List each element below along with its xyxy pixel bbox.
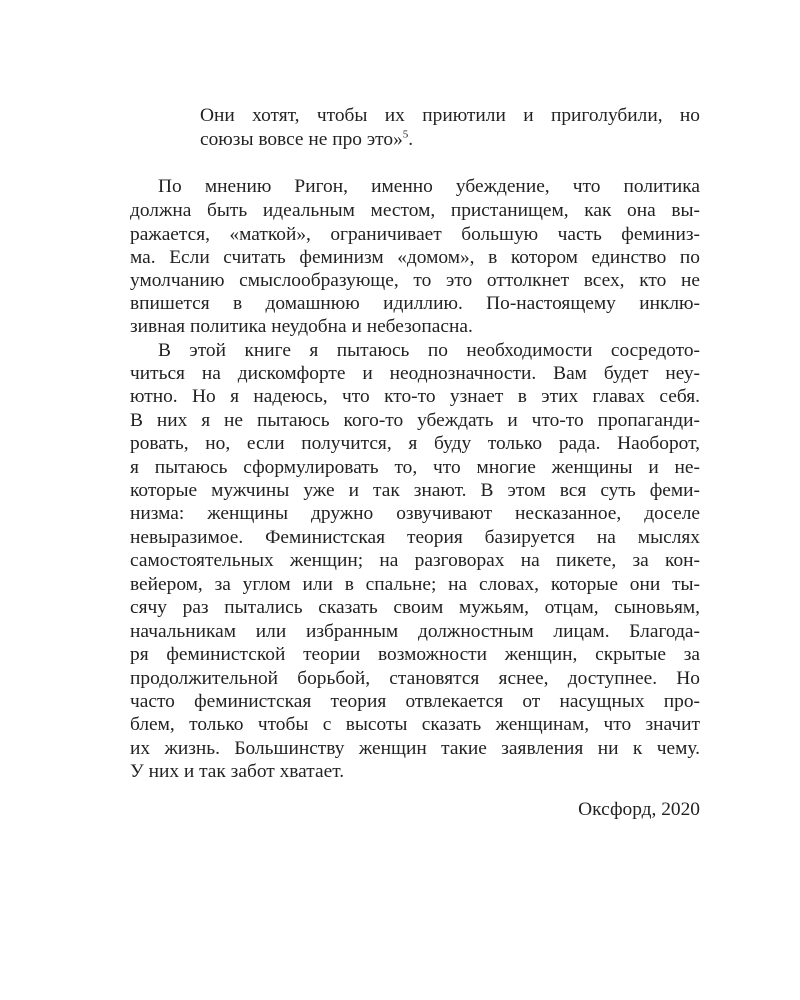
paragraph-line: ма. Если считать феминизм «домом», в котором единство по [130,247,700,268]
paragraph-line: умолчанию смыслообразующе, то это оттолкнет всех, кто не [130,270,700,291]
paragraph-line: По мнению Ригон, именно убеждение, что политика [158,176,700,197]
quote-end-period: . [408,129,414,150]
paragraph-line: самостоятельных женщин; на разговорах на пикете, за кон- [130,550,700,571]
paragraph-line: У них и так забот хватает. [130,761,345,782]
quote-line-last [200,128,413,152]
paragraph-line: блем, только чтобы с высоты сказать женщинам, что значит [130,714,700,735]
paragraph-line: невыразимое. Феминистская теория базируется на мыслях [130,527,700,548]
footnote-ref[interactable]: 5 [402,128,409,141]
quote-line: Они хотят, чтобы их приютили и приголубили, но [200,105,700,126]
paragraph-line: ря феминистской теории возможности женщин, скрытые за [130,644,700,665]
paragraph-line: В этой книге я пытаюсь по необходимости сосредото- [158,340,700,361]
paragraph-line: начальникам или избранным должностным лицам. Благода- [130,621,700,642]
signature-place-date: Оксфорд, 2020 [578,799,700,820]
paragraph-line: ютно. Но я надеюсь, что кто-то узнает в этих главах себя. [130,386,700,407]
paragraph-line: их жизнь. Большинству женщин такие заявления ни к чему. [130,738,700,759]
paragraph-line: читься на дискомфорте и неоднозначности. Вам будет неу- [130,363,700,384]
paragraph-line: должна быть идеальным местом, пристанищем, как она вы- [130,200,700,221]
paragraph-line: которые мужчины уже и так знают. В этом вся суть феми- [130,480,700,501]
paragraph-line: я пытаюсь сформулировать то, что многие женщины и не- [130,457,700,478]
paragraph-line: низма: женщины дружно озвучивают несказанное, доселе [130,503,700,524]
paragraph-line: зивная политика неудобна и небезопасна. [130,316,473,337]
paragraph-line: сячу раз пытались сказать своим мужьям, отцам, сыновьям, [130,597,700,618]
paragraph-line: В них я не пытаюсь кого-то убеждать и что-то пропаганди- [130,410,700,431]
paragraph-line: часто феминистская теория отвлекается от насущных про- [130,691,700,712]
paragraph-line: ровать, но, если получится, я буду только рада. Наоборот, [130,433,700,454]
paragraph-line: продолжительной борьбой, становятся яснее, доступнее. Но [130,668,700,689]
paragraph-line: ражается, «маткой», ограничивает большую часть феминиз- [130,224,700,245]
paragraph-line: впишется в домашнюю идиллию. По-настоящему инклю- [130,293,700,314]
quote-line-text: союзы вовсе не про это» [200,129,403,150]
paragraph-line: вейером, за углом или в спальне; на словах, которые они ты- [130,574,700,595]
